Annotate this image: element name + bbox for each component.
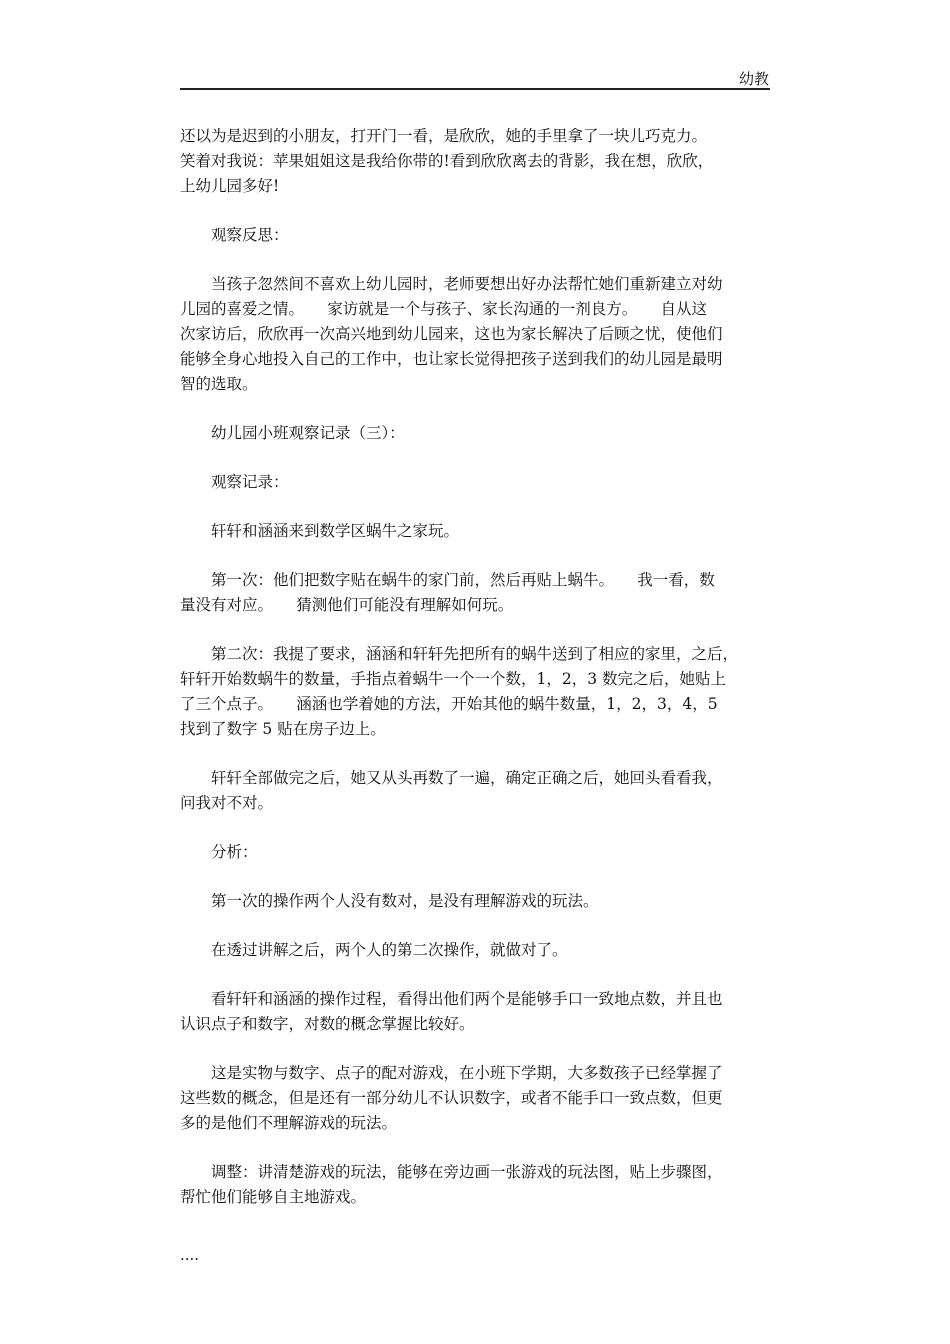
paragraph bbox=[180, 519, 772, 544]
paragraph bbox=[180, 889, 772, 914]
text-line: 观察反思： bbox=[211, 226, 289, 244]
text-line: 上幼儿园多好! bbox=[180, 177, 280, 195]
footer-ellipsis: .... bbox=[180, 1246, 200, 1264]
text-line: 调整：讲清楚游戏的玩法，能够在旁边画一张游戏的玩法图，贴上步骤图， bbox=[211, 1163, 723, 1181]
paragraph bbox=[180, 124, 772, 199]
text-line: 看轩轩和涵涵的操作过程，看得出他们两个是能够手口一致地点数，并且也 bbox=[211, 990, 723, 1008]
paragraph bbox=[180, 223, 772, 248]
paragraph bbox=[180, 1160, 772, 1210]
text-line: 轩轩和涵涵来到数学区蜗牛之家玩。 bbox=[211, 522, 460, 540]
text-line: 第一次的操作两个人没有数对，是没有理解游戏的玩法。 bbox=[211, 892, 599, 910]
text-line: 还以为是迟到的小朋友，打开门一看，是欣欣，她的手里拿了一块儿巧克力。 bbox=[180, 127, 708, 145]
text-line: 帮忙他们能够自主地游戏。 bbox=[180, 1188, 367, 1206]
paragraph bbox=[180, 766, 772, 816]
paragraph bbox=[180, 642, 772, 742]
text-line: 能够全身心地投入自己的工作中，也让家长觉得把孩子送到我们的幼儿园是最明 bbox=[180, 350, 723, 368]
paragraph bbox=[180, 938, 772, 963]
text-line: 轩轩开始数蜗牛的数量，手指点着蜗牛一个一个数，1，2，3 数完之后，她贴上 bbox=[180, 670, 727, 688]
text-line: 这些数的概念，但是还有一部分幼儿不认识数字，或者不能手口一致点数，但更 bbox=[180, 1089, 723, 1107]
paragraph bbox=[180, 840, 772, 865]
paragraph bbox=[180, 987, 772, 1037]
header-tag: 幼教 bbox=[738, 70, 769, 88]
document-body bbox=[180, 124, 772, 1234]
text-line: 第一次：他们把数字贴在蜗牛的家门前，然后再贴上蜗牛。 我一看，数 bbox=[211, 571, 715, 589]
text-line: 认识点子和数字，对数的概念掌握比较好。 bbox=[180, 1015, 475, 1033]
text-line: 儿园的喜爱之情。 家访就是一个与孩子、家长沟通的一剂良方。 自从这 bbox=[180, 300, 708, 318]
paragraph bbox=[180, 470, 772, 495]
text-line: 多的是他们不理解游戏的玩法。 bbox=[180, 1114, 398, 1132]
text-line: 量没有对应。 猜测他们可能没有理解如何玩。 bbox=[180, 596, 514, 614]
text-line: 第二次：我提了要求，涵涵和轩轩先把所有的蜗牛送到了相应的家里，之后， bbox=[211, 645, 739, 663]
text-line: 了三个点子。 涵涵也学着她的方法，开始其他的蜗牛数量，1，2，3，4，5 bbox=[180, 695, 718, 713]
text-line: 轩轩全部做完之后，她又从头再数了一遍，确定正确之后，她回头看看我， bbox=[211, 769, 723, 787]
text-line: 问我对不对。 bbox=[180, 794, 274, 812]
paragraph bbox=[180, 568, 772, 618]
text-line: 次家访后，欣欣再一次高兴地到幼儿园来，这也为家长解决了后顾之忧，使他们 bbox=[180, 325, 723, 343]
text-line: 这是实物与数字、点子的配对游戏，在小班下学期，大多数孩子已经掌握了 bbox=[211, 1064, 723, 1082]
text-line: 笑着对我说：苹果姐姐这是我给你带的!看到欣欣离去的背影，我在想，欣欣， bbox=[180, 152, 714, 170]
text-line: 观察记录： bbox=[211, 473, 289, 491]
text-line: 当孩子忽然间不喜欢上幼儿园时，老师要想出好办法帮忙她们重新建立对幼 bbox=[211, 275, 723, 293]
text-line: 在透过讲解之后，两个人的第二次操作，就做对了。 bbox=[211, 941, 568, 959]
paragraph bbox=[180, 1061, 772, 1136]
text-line: 找到了数字 5 贴在房子边上。 bbox=[180, 720, 386, 738]
paragraph bbox=[180, 272, 772, 397]
text-line: 分析： bbox=[211, 843, 258, 861]
text-line: 幼儿园小班观察记录（三）： bbox=[211, 424, 405, 442]
text-line: 智的选取。 bbox=[180, 375, 258, 393]
paragraph bbox=[180, 421, 772, 446]
header-divider bbox=[180, 88, 770, 90]
